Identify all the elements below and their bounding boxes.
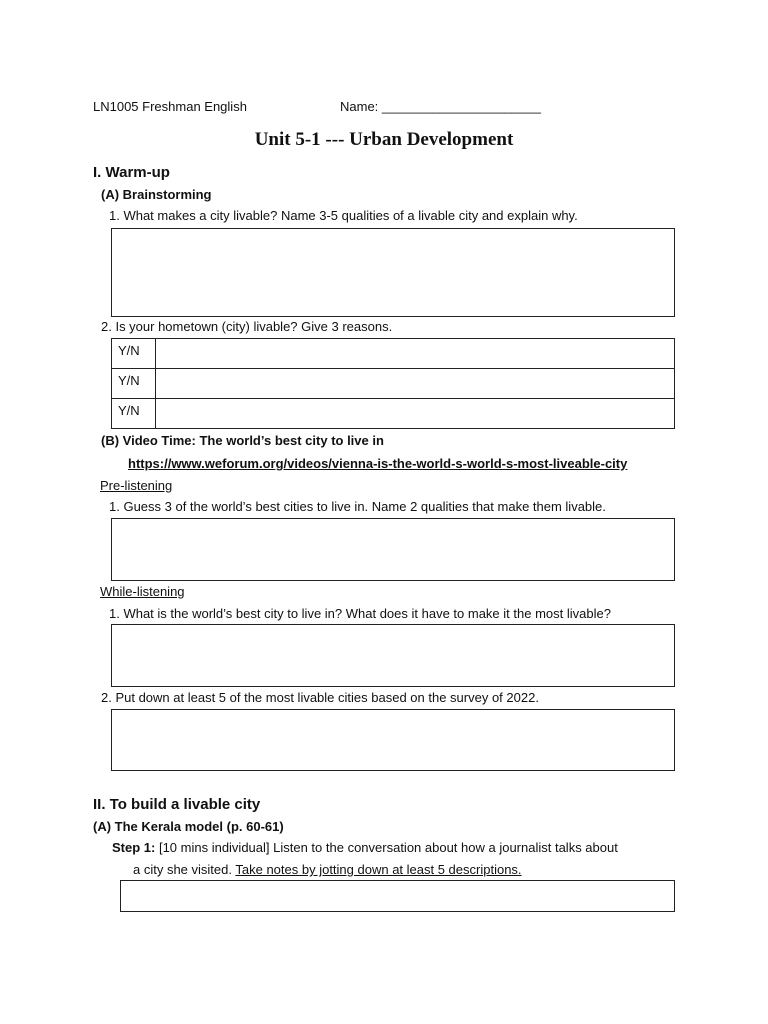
yn-cell[interactable]: Y/N	[112, 339, 156, 369]
step-1-cont-text: a city she visited.	[133, 862, 236, 877]
pre-listening-question-1: 1. Guess 3 of the world’s best cities to live in. Name 2 qualities that make them livable.	[109, 499, 606, 514]
while-listening-label: While-listening	[100, 584, 185, 599]
part-b-label: (B) Video Time: The world’s best city to live in	[101, 433, 384, 448]
reason-cell[interactable]	[156, 369, 675, 399]
step-1-label: Step 1:	[112, 840, 156, 855]
section-2-heading: II. To build a livable city	[93, 796, 261, 813]
table-row	[112, 339, 675, 369]
table-row	[112, 399, 675, 429]
answer-box-1[interactable]	[111, 228, 675, 317]
answer-box-while-1[interactable]	[111, 624, 675, 687]
yn-cell[interactable]: Y/N	[112, 399, 156, 429]
hometown-reasons-table	[111, 338, 675, 429]
step-1-task: Take notes by jotting down at least 5 descriptions.	[235, 862, 522, 877]
answer-box-step-1[interactable]	[120, 880, 675, 912]
answer-box-while-2[interactable]	[111, 709, 675, 771]
page-title: Unit 5-1 --- Urban Development	[254, 129, 514, 150]
part-a-label: (A) Brainstorming	[101, 187, 212, 202]
yn-cell[interactable]: Y/N	[112, 369, 156, 399]
name-field-label: Name: ______________________	[340, 99, 541, 114]
reason-cell[interactable]	[156, 399, 675, 429]
step-1-instruction	[112, 840, 618, 855]
section-1-heading: I. Warm-up	[93, 164, 170, 181]
while-listening-question-2: 2. Put down at least 5 of the most livable cities based on the survey of 2022.	[101, 690, 539, 705]
answer-box-pre-1[interactable]	[111, 518, 675, 581]
reason-cell[interactable]	[156, 339, 675, 369]
while-listening-question-1: 1. What is the world’s best city to live in? What does it have to make it the most livable?	[109, 606, 611, 621]
step-1-text: [10 mins individual] Listen to the conversation about how a journalist talks about	[155, 840, 618, 855]
question-2: 2. Is your hometown (city) livable? Give 3 reasons.	[101, 319, 393, 334]
part-a-kerala-label: (A) The Kerala model (p. 60-61)	[93, 819, 284, 834]
course-label: LN1005 Freshman English	[93, 99, 247, 114]
video-link[interactable]: https://www.weforum.org/videos/vienna-is-the-world-s-world-s-most-liveable-city	[128, 456, 628, 471]
question-1: 1. What makes a city livable? Name 3-5 qualities of a livable city and explain why.	[109, 208, 578, 223]
table-row	[112, 369, 675, 399]
step-1-instruction-cont	[133, 862, 522, 877]
pre-listening-label: Pre-listening	[100, 478, 173, 493]
